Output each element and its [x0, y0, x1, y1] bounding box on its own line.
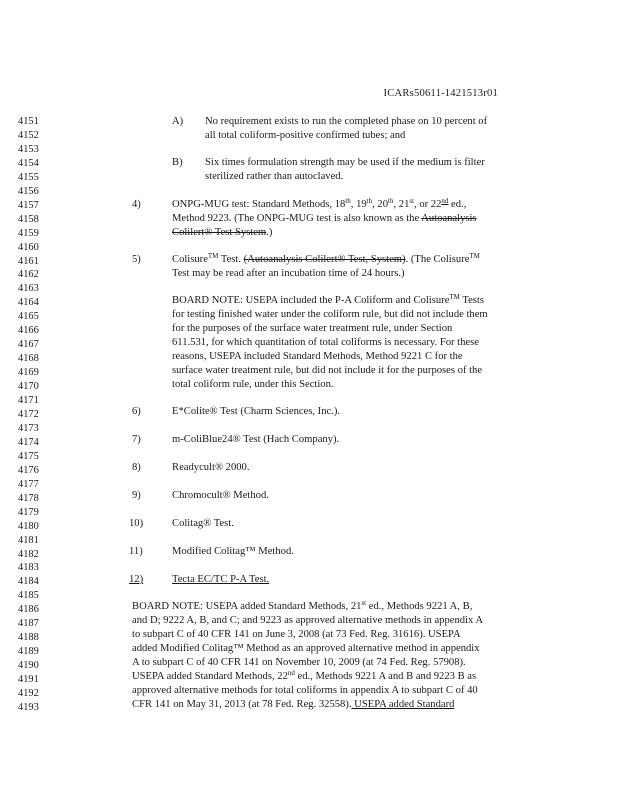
line-number: 4184: [18, 576, 39, 588]
item-label-12: 12): [129, 574, 144, 585]
line-number: 4161: [18, 255, 39, 267]
note-1-line-1: BOARD NOTE: USEPA included the P-A Coliform and Colisure™ Tests: [172, 293, 484, 306]
item-label-8: 8): [132, 462, 141, 473]
line-number: 4166: [18, 325, 39, 337]
line-number: 4191: [18, 674, 39, 685]
item-label-7: 7): [132, 434, 141, 445]
line-number: 4189: [18, 646, 39, 658]
struck-text: Colilert® Test System: [172, 227, 267, 238]
item-4-line-3: Colilert® Test System.): [172, 227, 273, 238]
underlined-text: USEPA added Standard: [351, 699, 455, 710]
line-number: 4164: [18, 297, 39, 309]
line-number: 4168: [18, 353, 39, 365]
note-1-line-2: for testing finished water under the coliform rule, but did not include them: [172, 309, 488, 320]
line-number: 4162: [18, 269, 39, 281]
note-2-line-7: approved alternative methods for total coliforms in appendix A to subpart C of 40: [132, 685, 478, 696]
line-number: 4178: [18, 492, 39, 504]
item-label-6: 6): [132, 406, 141, 417]
item-11-text: Modified Colitag™ Method.: [172, 546, 294, 557]
line-number: 4151: [18, 116, 39, 127]
item-7-text: m-ColiBlue24® Test (Hach Company).: [172, 434, 340, 445]
item-4-line-1: ONPG-MUG test: Standard Methods, 18th, 19th, 20th, 21st, or 22nd ed.,: [172, 197, 467, 210]
item-b-line-1: Six times formulation strength may be used if the medium is filter: [205, 157, 485, 168]
line-number: 4193: [18, 701, 39, 713]
note-2-line-2: and D; 9222 A, B, and C; and 9223 as approved alternative methods in appendix A: [132, 615, 484, 626]
line-number: 4160: [18, 241, 39, 253]
line-number: 4182: [18, 548, 39, 560]
note-1-line-3: for the purposes of the surface water treatment rule, under Section: [172, 323, 453, 334]
item-label-5: 5): [132, 254, 141, 265]
item-5-line-1: Colisure™ Test. (Autoanalysis Colilert® Test, System). (The Colisure™: [172, 252, 480, 265]
item-4-line-2: Method 9223. (The ONPG-MUG test is also known as the Autoanalysis: [172, 213, 477, 224]
item-label-b: B): [172, 157, 183, 168]
item-a-line-2: all total coliform-positive confirmed tubes; and: [205, 130, 406, 141]
line-number: 4190: [18, 660, 39, 671]
struck-text: (Autoanalysis Colilert® Test, System): [243, 254, 406, 265]
item-5-line-2: Test may be read after an incubation time of 24 hours.): [172, 268, 405, 279]
line-number: 4192: [18, 687, 39, 699]
line-number: 4181: [18, 534, 39, 546]
note-2-line-3: to subpart C of 40 CFR 141 on June 3, 2008 (at 73 Fed. Reg. 31616). USEPA: [132, 629, 461, 640]
line-number: 4175: [18, 450, 39, 462]
line-number: 4170: [18, 381, 39, 393]
line-number: 4185: [18, 590, 39, 602]
struck-text: Autoanalysis: [421, 213, 477, 224]
note-2-line-5: A to subpart C of 40 CFR 141 on November 10, 2009 (at 74 Fed. Reg. 57908).: [132, 657, 466, 668]
line-number: 4158: [18, 213, 39, 225]
line-number: 4163: [18, 283, 39, 295]
note-1-line-4: 611.531, for which quantitation of total coliforms is necessary. For these: [172, 337, 479, 348]
line-number: 4188: [18, 632, 39, 644]
item-9-text: Chromocult® Method.: [172, 490, 269, 501]
line-number: 4159: [18, 227, 39, 239]
note-2-line-1: BOARD NOTE: USEPA added Standard Methods, 21st ed., Methods 9221 A, B,: [132, 599, 473, 612]
item-label-9: 9): [132, 490, 141, 501]
note-2-line-4: added Modified Colitag™ Method as an approved alternative method in appendix: [132, 643, 480, 654]
item-label-11: 11): [129, 546, 143, 557]
line-number: 4173: [18, 422, 39, 434]
line-number: 4180: [18, 520, 39, 532]
note-2-line-6: USEPA added Standard Methods, 22nd ed., Methods 9221 A and B and 9223 B as: [132, 669, 477, 682]
item-6-text: E*Colite® Test (Charm Sciences, Inc.).: [172, 406, 341, 417]
document-id-header: ICARs50611-1421513r01: [383, 88, 498, 99]
line-number: 4186: [18, 604, 39, 616]
line-number: 4157: [18, 199, 39, 211]
line-number: 4167: [18, 339, 39, 351]
line-number: 4165: [18, 311, 39, 323]
line-number: 4172: [18, 408, 39, 420]
line-number: 4155: [18, 171, 39, 183]
line-number: 4187: [18, 618, 39, 630]
note-1-line-5: reasons, USEPA included Standard Methods, Method 9221 C for the: [172, 351, 463, 362]
note-1-line-7: total coliform rule, under this Section.: [172, 379, 334, 390]
line-number: 4156: [18, 185, 39, 197]
line-number: 4174: [18, 436, 39, 448]
item-8-text: Readycult® 2000.: [172, 462, 250, 473]
item-label-4: 4): [132, 199, 141, 210]
item-label-a: A): [172, 116, 184, 127]
item-12-text: Tecta EC/TC P-A Test.: [172, 574, 270, 585]
line-number: 4153: [18, 143, 39, 155]
line-number: 4183: [18, 562, 39, 574]
line-number: 4179: [18, 506, 39, 518]
line-number: 4176: [18, 464, 39, 476]
item-10-text: Colitag® Test.: [172, 518, 234, 529]
item-label-10: 10): [129, 518, 144, 529]
line-number: 4177: [18, 478, 39, 490]
line-number: 4169: [18, 367, 39, 379]
line-number: 4152: [18, 129, 39, 141]
note-2-line-8: CFR 141 on May 31, 2013 (at 78 Fed. Reg. 32558). USEPA added Standard: [132, 699, 455, 710]
note-1-line-6: surface water treatment rule, but did not include it for the purposes of the: [172, 365, 483, 376]
item-a-line-1: No requirement exists to run the completed phase on 10 percent of: [205, 116, 488, 127]
line-number: 4171: [18, 395, 39, 406]
line-number: 4154: [18, 157, 39, 169]
item-b-line-2: sterilized rather than autoclaved.: [205, 171, 344, 182]
